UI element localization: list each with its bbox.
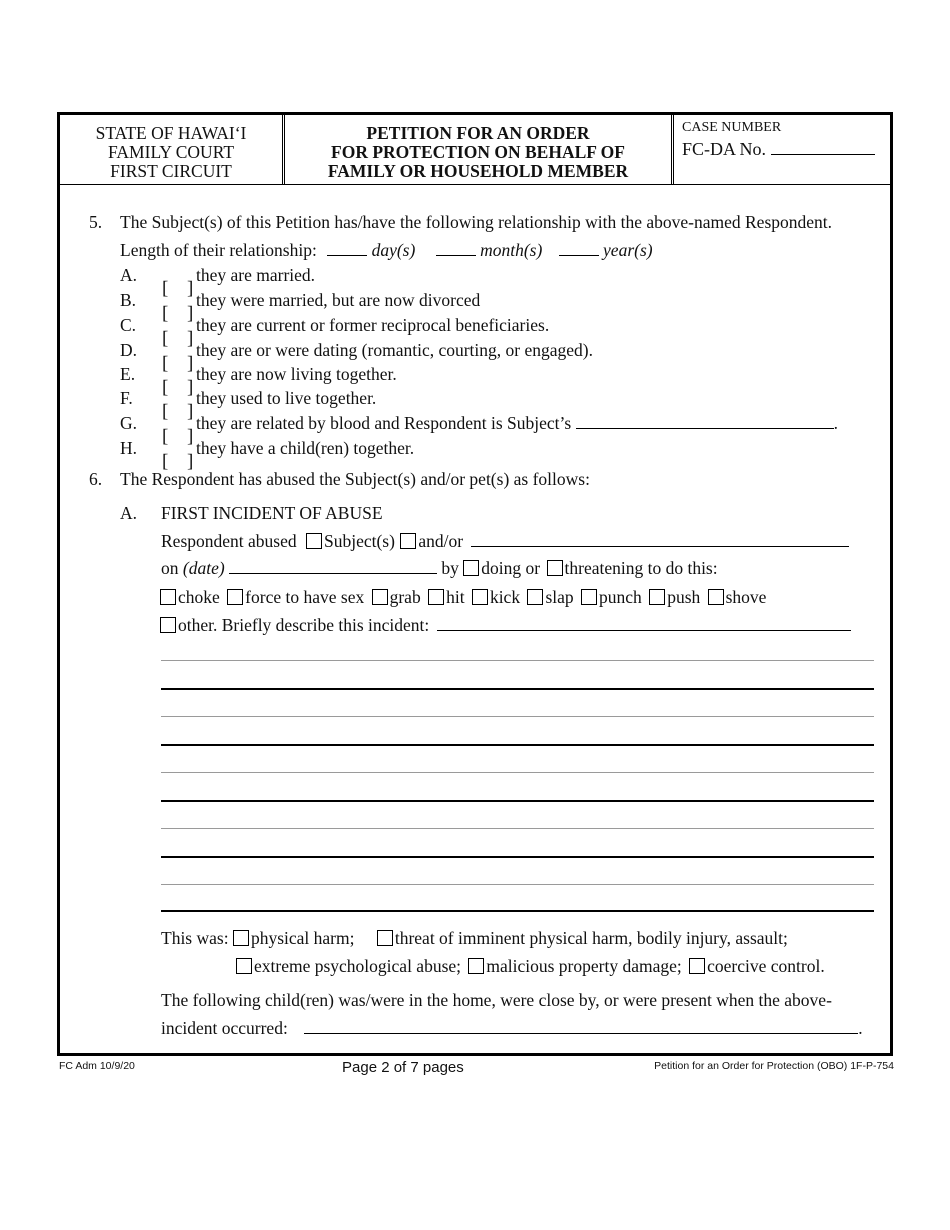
- other-checkbox[interactable]: [160, 617, 176, 633]
- option-letter: E.: [120, 364, 136, 384]
- act-label: slap: [545, 587, 574, 607]
- option-letter: B.: [120, 290, 137, 310]
- date-field[interactable]: [229, 558, 437, 574]
- form-header: [57, 112, 893, 185]
- hit-checkbox[interactable]: [428, 589, 444, 605]
- case-number-box: [674, 115, 890, 185]
- option-letter: F.: [120, 388, 133, 408]
- option-c[interactable]: [ ] they are current or former reciprocal beneficiaries.: [162, 315, 550, 349]
- act-label: shove: [725, 587, 767, 607]
- option-h[interactable]: [ ] they have a child(ren) together.: [162, 438, 415, 472]
- months-unit: month(s): [480, 240, 543, 260]
- title-line-2: FOR PROTECTION ON BEHALF OF: [331, 142, 625, 162]
- other-victim-field[interactable]: [471, 531, 849, 547]
- sub-letter: A.: [120, 503, 138, 523]
- period: .: [833, 413, 838, 433]
- option-text: they are married.: [196, 265, 316, 285]
- subjects-checkbox[interactable]: [306, 533, 322, 549]
- option-text: they are now living together.: [196, 364, 397, 384]
- case-number-field[interactable]: [771, 140, 875, 155]
- harm-type-row-1: [161, 928, 788, 949]
- form-title: [282, 115, 674, 185]
- item5-text: The Subject(s) of this Petition has/have the following relationship with the above-named Respondent.: [120, 212, 833, 232]
- title-line-1: PETITION FOR AN ORDER: [366, 123, 590, 143]
- relation-field[interactable]: [576, 413, 834, 429]
- other-row: [160, 615, 851, 636]
- description-field[interactable]: [437, 615, 851, 631]
- and-or-checkbox[interactable]: [400, 533, 416, 549]
- act-label: choke: [178, 587, 220, 607]
- description-line[interactable]: [161, 828, 874, 829]
- days-field[interactable]: [327, 240, 367, 256]
- threat-harm-checkbox[interactable]: [377, 930, 393, 946]
- description-line[interactable]: [161, 688, 874, 690]
- act-label: punch: [599, 587, 642, 607]
- years-unit: year(s): [603, 240, 653, 260]
- children-row: [161, 1018, 863, 1039]
- act-label: push: [667, 587, 701, 607]
- description-line[interactable]: [161, 910, 874, 912]
- harm-label: extreme psychological abuse;: [254, 956, 462, 976]
- option-text: they are or were dating (romantic, courting, or engaged).: [196, 340, 593, 360]
- acts-row: [160, 587, 766, 608]
- option-text: they used to live together.: [196, 388, 377, 408]
- push-checkbox[interactable]: [649, 589, 665, 605]
- option-text: they have a child(ren) together.: [196, 438, 415, 458]
- choke-checkbox[interactable]: [160, 589, 176, 605]
- case-prefix: FC-DA No.: [682, 139, 767, 159]
- children-label: incident occurred:: [161, 1018, 288, 1038]
- threatening-checkbox[interactable]: [547, 560, 563, 576]
- option-text: they are related by blood and Respondent is Subject’s: [196, 413, 572, 433]
- years-field[interactable]: [559, 240, 599, 256]
- option-letter: H.: [120, 438, 138, 458]
- slap-checkbox[interactable]: [527, 589, 543, 605]
- act-label: grab: [389, 587, 421, 607]
- act-label: hit: [446, 587, 465, 607]
- description-line[interactable]: [161, 660, 874, 661]
- option-f[interactable]: [ ] they used to live together.: [162, 388, 377, 422]
- footer-form-id: FC Adm 10/9/20: [59, 1060, 135, 1072]
- court-family: FAMILY COURT: [107, 142, 235, 162]
- option-letter: C.: [120, 315, 137, 335]
- punch-checkbox[interactable]: [581, 589, 597, 605]
- option-d[interactable]: [ ] they are or were dating (romantic, courting, or engaged).: [162, 340, 593, 374]
- threatening-label: threatening to do this:: [564, 558, 718, 578]
- length-label: Length of their relationship:: [120, 240, 317, 260]
- respondent-abused-label: Respondent abused: [161, 531, 297, 551]
- kick-checkbox[interactable]: [472, 589, 488, 605]
- physical-harm-checkbox[interactable]: [233, 930, 249, 946]
- children-text-1: The following child(ren) was/were in the home, were close by, or were present when the above-: [161, 990, 832, 1010]
- option-a[interactable]: [ ] they are married.: [162, 265, 316, 299]
- description-line[interactable]: [161, 772, 874, 773]
- item6-number: 6.: [89, 469, 103, 489]
- property-damage-checkbox[interactable]: [468, 958, 484, 974]
- option-letter: G.: [120, 413, 138, 433]
- court-circuit: FIRST CIRCUIT: [110, 161, 232, 181]
- relationship-length-row: [120, 240, 653, 261]
- court-state: STATE OF HAWAI‘I: [95, 123, 247, 143]
- date-label: (date): [182, 558, 225, 578]
- children-field[interactable]: [304, 1018, 858, 1034]
- psych-abuse-checkbox[interactable]: [236, 958, 252, 974]
- months-field[interactable]: [436, 240, 476, 256]
- grab-checkbox[interactable]: [372, 589, 388, 605]
- footer-form-title: Petition for an Order for Protection (OBO) 1F-P-754: [654, 1060, 894, 1072]
- harm-label: physical harm;: [250, 928, 355, 948]
- coercive-control-checkbox[interactable]: [689, 958, 705, 974]
- title-line-3: FAMILY OR HOUSEHOLD MEMBER: [327, 161, 629, 181]
- doing-label: doing or: [481, 558, 541, 578]
- act-label: kick: [489, 587, 521, 607]
- description-line[interactable]: [161, 884, 874, 885]
- force-sex-checkbox[interactable]: [227, 589, 243, 605]
- option-g[interactable]: [ ] they are related by blood and Respondent is Subject’s .: [162, 413, 838, 447]
- first-incident-title: FIRST INCIDENT OF ABUSE: [161, 503, 383, 523]
- respondent-abused-row: [161, 531, 849, 552]
- harm-label: coercive control.: [707, 956, 825, 976]
- description-line[interactable]: [161, 856, 874, 858]
- option-letter: D.: [120, 340, 138, 360]
- case-number-label: CASE NUMBER: [682, 120, 782, 135]
- description-line[interactable]: [161, 800, 874, 802]
- on-label: on: [161, 558, 179, 578]
- description-line[interactable]: [161, 744, 874, 746]
- doing-checkbox[interactable]: [463, 560, 479, 576]
- page-number: Page 2 of 7 pages: [342, 1059, 464, 1076]
- option-b[interactable]: [ ] they were married, but are now divorced: [162, 290, 481, 324]
- option-e[interactable]: [ ] they are now living together.: [162, 364, 397, 398]
- period: .: [858, 1018, 863, 1038]
- option-text: they are current or former reciprocal beneficiaries.: [196, 315, 550, 335]
- description-line[interactable]: [161, 716, 874, 717]
- and-or-label: and/or: [418, 531, 464, 551]
- this-was-label: This was:: [161, 928, 229, 948]
- court-name: [60, 115, 282, 185]
- option-text: they were married, but are now divorced: [196, 290, 481, 310]
- date-row: [161, 558, 718, 579]
- item5-number: 5.: [89, 212, 103, 232]
- harm-label: threat of imminent physical harm, bodily injury, assault;: [394, 928, 788, 948]
- act-label: force to have sex: [245, 587, 365, 607]
- subjects-label: Subject(s): [323, 531, 395, 551]
- option-letter: A.: [120, 265, 138, 285]
- other-label: other. Briefly describe this incident:: [178, 615, 430, 635]
- by-label: by: [441, 558, 459, 578]
- days-unit: day(s): [371, 240, 416, 260]
- item6-text: The Respondent has abused the Subject(s) and/or pet(s) as follows:: [120, 469, 590, 489]
- shove-checkbox[interactable]: [708, 589, 724, 605]
- harm-label: malicious property damage;: [486, 956, 682, 976]
- harm-type-row-2: [236, 956, 825, 977]
